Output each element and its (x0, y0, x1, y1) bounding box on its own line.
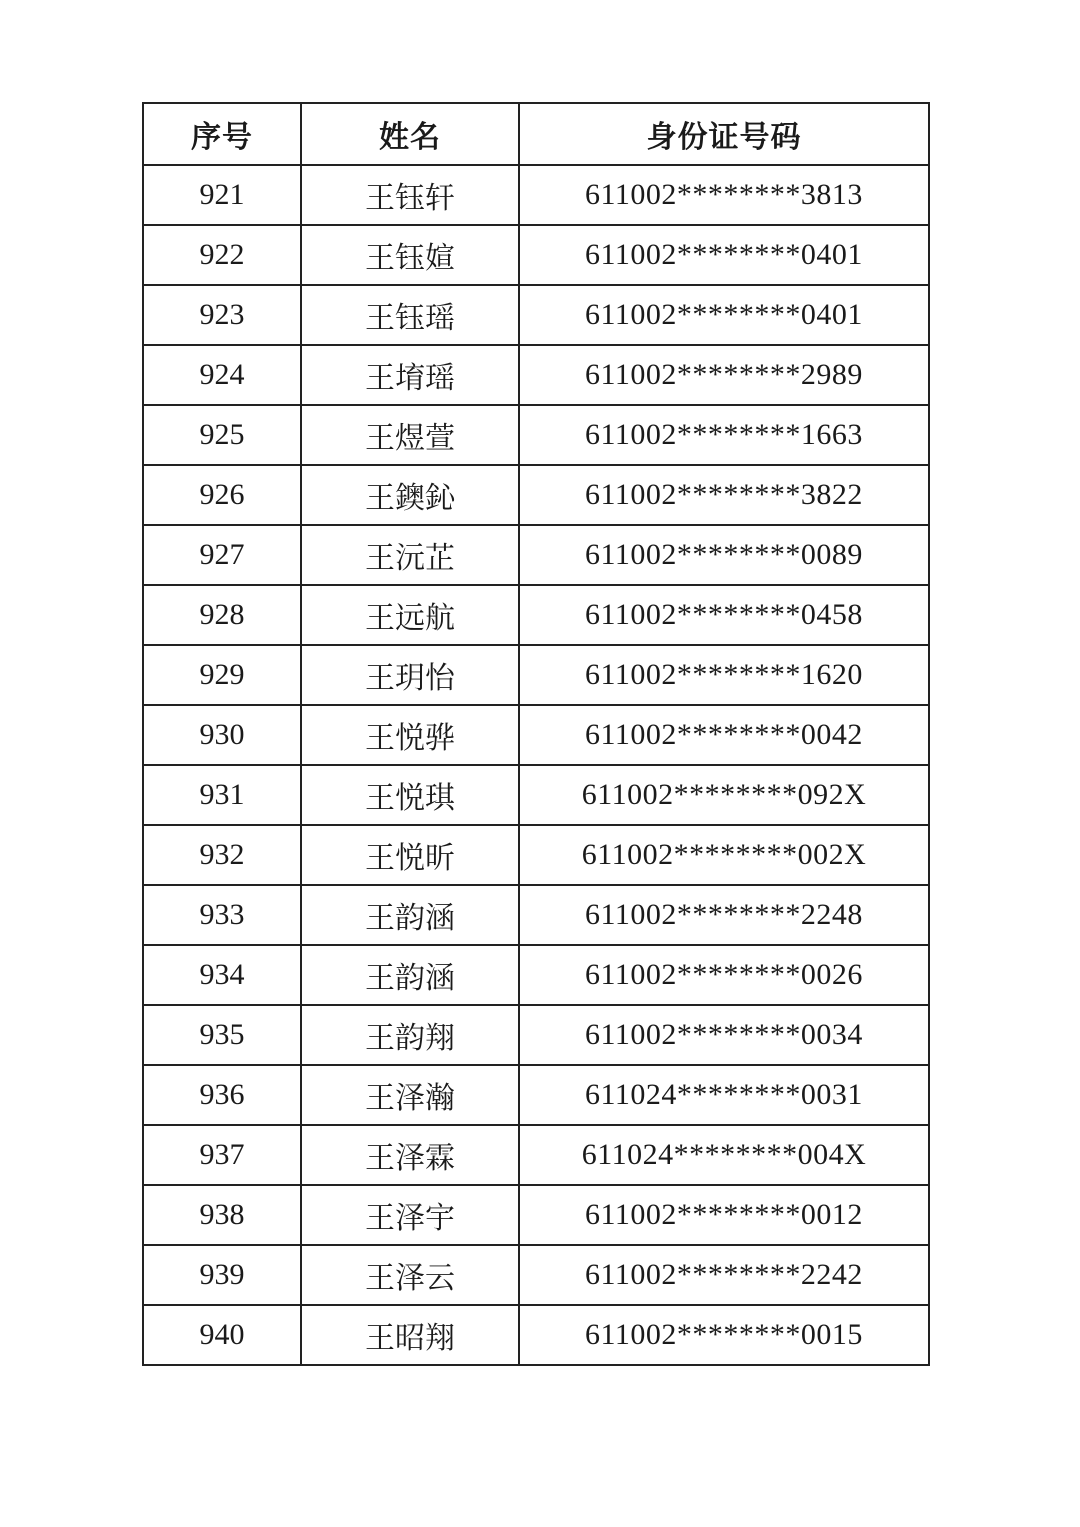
header-id-number: 身份证号码 (519, 103, 929, 165)
table-row (143, 945, 929, 1005)
cell-name: 王钰轩 (301, 165, 519, 225)
cell-seq: 922 (143, 225, 301, 285)
table-row (143, 1125, 929, 1185)
table-row (143, 645, 929, 705)
table-row (143, 1005, 929, 1065)
cell-id-number: 611002********092X (519, 765, 929, 825)
cell-seq: 926 (143, 465, 301, 525)
cell-seq: 928 (143, 585, 301, 645)
cell-id-number: 611002********2989 (519, 345, 929, 405)
cell-id-number: 611002********002X (519, 825, 929, 885)
cell-seq: 927 (143, 525, 301, 585)
cell-id-number: 611002********0012 (519, 1185, 929, 1245)
table-row (143, 1065, 929, 1125)
cell-name: 王泽瀚 (301, 1065, 519, 1125)
cell-name: 王韵翔 (301, 1005, 519, 1065)
table-row (143, 465, 929, 525)
cell-seq: 930 (143, 705, 301, 765)
cell-id-number: 611002********0015 (519, 1305, 929, 1365)
cell-seq: 937 (143, 1125, 301, 1185)
cell-name: 王悦昕 (301, 825, 519, 885)
cell-id-number: 611002********1663 (519, 405, 929, 465)
cell-name: 王钰媗 (301, 225, 519, 285)
cell-seq: 934 (143, 945, 301, 1005)
cell-name: 王悦骅 (301, 705, 519, 765)
cell-id-number: 611002********2248 (519, 885, 929, 945)
cell-seq: 933 (143, 885, 301, 945)
table-row (143, 285, 929, 345)
header-seq: 序号 (143, 103, 301, 165)
cell-id-number: 611002********2242 (519, 1245, 929, 1305)
table-row (143, 585, 929, 645)
cell-seq: 931 (143, 765, 301, 825)
cell-id-number: 611002********0026 (519, 945, 929, 1005)
cell-name: 王泽霖 (301, 1125, 519, 1185)
cell-id-number: 611002********0401 (519, 285, 929, 345)
cell-seq: 923 (143, 285, 301, 345)
cell-id-number: 611002********0042 (519, 705, 929, 765)
cell-name: 王堉瑶 (301, 345, 519, 405)
cell-id-number: 611002********1620 (519, 645, 929, 705)
cell-name: 王远航 (301, 585, 519, 645)
cell-name: 王泽宇 (301, 1185, 519, 1245)
cell-name: 王昭翔 (301, 1305, 519, 1365)
table-row (143, 1305, 929, 1365)
cell-name: 王韵涵 (301, 885, 519, 945)
cell-seq: 929 (143, 645, 301, 705)
cell-seq: 925 (143, 405, 301, 465)
table-row (143, 765, 929, 825)
cell-name: 王玥怡 (301, 645, 519, 705)
table-row (143, 525, 929, 585)
cell-id-number: 611002********0034 (519, 1005, 929, 1065)
cell-seq: 921 (143, 165, 301, 225)
cell-id-number: 611024********004X (519, 1125, 929, 1185)
table-row (143, 1185, 929, 1245)
table-row (143, 405, 929, 465)
cell-id-number: 611002********0089 (519, 525, 929, 585)
cell-name: 王煜萱 (301, 405, 519, 465)
cell-name: 王沅芷 (301, 525, 519, 585)
cell-name: 王泽云 (301, 1245, 519, 1305)
cell-seq: 936 (143, 1065, 301, 1125)
cell-seq: 939 (143, 1245, 301, 1305)
cell-id-number: 611002********3822 (519, 465, 929, 525)
cell-name: 王韵涵 (301, 945, 519, 1005)
cell-seq: 935 (143, 1005, 301, 1065)
table-row (143, 825, 929, 885)
table-row (143, 225, 929, 285)
table-body (143, 165, 929, 1365)
roster-table (142, 102, 930, 1366)
cell-seq: 924 (143, 345, 301, 405)
table-row (143, 1245, 929, 1305)
table-header (143, 103, 929, 165)
cell-seq: 932 (143, 825, 301, 885)
cell-name: 王鐭鈊 (301, 465, 519, 525)
cell-name: 王悦琪 (301, 765, 519, 825)
table-row (143, 345, 929, 405)
cell-id-number: 611002********0458 (519, 585, 929, 645)
cell-id-number: 611024********0031 (519, 1065, 929, 1125)
cell-id-number: 611002********0401 (519, 225, 929, 285)
cell-name: 王钰瑶 (301, 285, 519, 345)
header-row (143, 103, 929, 165)
cell-id-number: 611002********3813 (519, 165, 929, 225)
table-row (143, 165, 929, 225)
table-row (143, 705, 929, 765)
header-name: 姓名 (301, 103, 519, 165)
table-row (143, 885, 929, 945)
cell-seq: 940 (143, 1305, 301, 1365)
cell-seq: 938 (143, 1185, 301, 1245)
